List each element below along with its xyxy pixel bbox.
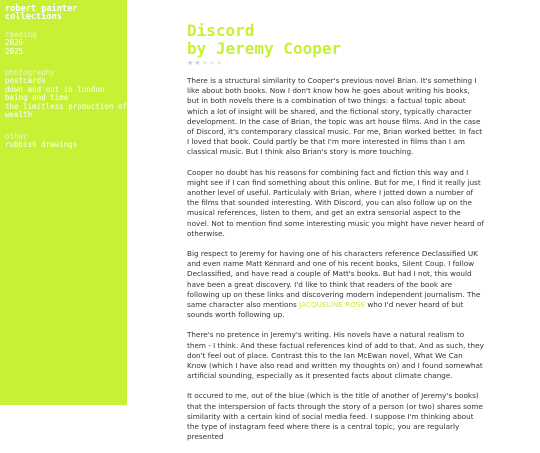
nav-link-rubbish-drawings[interactable]: rubbish drawings	[5, 139, 78, 149]
nav-heading-photography: photography	[5, 68, 55, 77]
review-paragraph-5: It occured to me, out of the blue (which is the title of another of Jeremy's books) that the interspersion of facts through the story of a person (or two) shares some similarity with a certain kind of social media feed. I suppose I'm thinking about the type of instagram feed where there is a central topic, you are regularly presented	[187, 391, 483, 442]
review-paragraph-4: There's no pretence in Jeremy's writing. His novels have a natural realism to them - I think. And these factual references kind of add to that. And as such, they don't feel out of place. Contrast this to the Ian McEwan novel, What We Can Know (which I have also read and written my thoughts on) and I found somewhat artificial sounding, especially as it presented facts about climate change.	[187, 330, 484, 381]
nav-link-limitless-production-of-wealth[interactable]: the limitless production of wealth	[5, 101, 127, 119]
jacqueline-rose-link[interactable]: JACQUELINE ROSE	[299, 300, 366, 310]
sidebar	[0, 0, 127, 405]
site-title-line1[interactable]: robert painter	[5, 4, 78, 14]
book-author: by Jeremy Cooper	[187, 39, 342, 58]
star-icon: ★	[208, 59, 217, 67]
book-title: Discord	[187, 21, 255, 40]
book-review	[187, 22, 484, 453]
review-paragraph-2: Cooper no doubt has his reasons for combining fact and fiction this way and I might see if I can find something about this online. But for me, I find it really just another level of useful. Particulaly with Brian, where I jotted down a number of the films that sounded interesting. With Discord, you can also follow up on the musical references, listen to them, and get an extra sensorial aspect to the novel. Not to mention find some interesting music you might have never heard of otherwise.	[187, 167, 484, 238]
star-icon: ★	[194, 59, 202, 67]
nav-link-2025[interactable]: 2025	[5, 46, 24, 56]
review-paragraph-3	[187, 249, 484, 320]
nav-link-2026[interactable]: 2026	[5, 38, 24, 47]
review-paragraph-3-before: Big respect to Jeremy for having one of his characters reference Declassified UK and even name Matt Kennard and one of his recent books, Silent Coup. I follow Declassified, and have read a couple of Matt's books. But had I not, this would have been a great discovery. I'd like to think that readers of the book are following up on these links and discovering modern independent journalism. The same character also mentions	[187, 249, 481, 310]
star-rating	[187, 59, 484, 67]
review-paragraph-3-after: who I'd never heard of but sounds worth following up.	[187, 300, 464, 320]
nav-heading-reading: reading	[5, 30, 37, 39]
nav-list-other	[5, 141, 127, 150]
nav-link-being-and-time[interactable]: being and time	[5, 93, 69, 102]
nav-link-down-and-out-in-london[interactable]: down and out in london	[5, 84, 105, 94]
star-icon: ★	[187, 59, 195, 67]
review-paragraph-1: There is a structural similarity to Cooper's previous novel Brian. It's something I like about both books. Now I don't know how he goes about writing his books, but in both novels there is a combination of two things: a factual topic about which a lot of insight will be shared, and the fictional story, typically character development. In the case of Brian, the topic was art house films. And in the case of Discord, it's contemporary classical music. For me, Brian worked better. In fact I loved that book. Could partly be that I'm more interested in films than I am classical music. But I think also Brian's story is more touching.	[187, 76, 483, 157]
site-title-line2[interactable]: collections	[5, 12, 62, 22]
nav-heading-other: other	[5, 131, 28, 141]
nav-list-reading	[5, 39, 127, 56]
star-icon: ★	[201, 59, 209, 67]
star-icon: ★	[216, 59, 224, 67]
site-title[interactable]	[5, 5, 127, 21]
nav-link-postcards[interactable]: postcards	[5, 76, 46, 85]
nav-list-photography	[5, 77, 127, 120]
